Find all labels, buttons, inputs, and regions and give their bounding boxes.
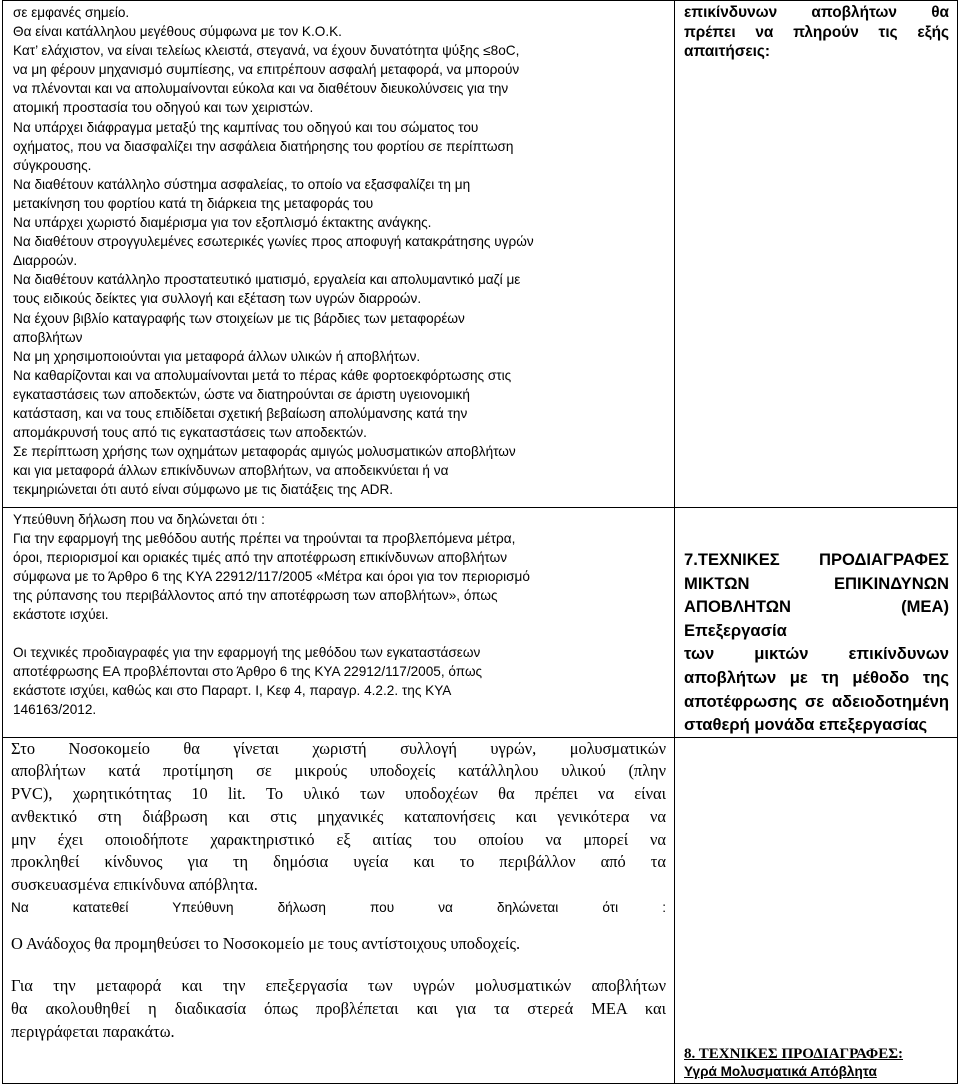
text-line: Να διαθέτουν κατάλληλο σύστημα ασφαλείας, το οποίο να εξασφαλίζει τη μη xyxy=(13,176,471,192)
text-line: Να υπάρχει διάφραγμα μεταξύ της καμπίνας του οδηγού και του σώματος του xyxy=(13,119,479,135)
heading-line: σταθερή μονάδα επεξεργασίας xyxy=(684,715,928,735)
section-8-heading: 8. ΤΕΧΝΙΚΕΣ ΠΡΟΔΙΑΓΡΑΦΕΣ: xyxy=(684,1045,904,1062)
text-line: να μη φέρουν μηχανισμό συμπίεσης, να επιτρέπουν ασφαλή μεταφορά, να μπορούν xyxy=(13,62,520,78)
text-line: εκάστοτε ισχύει. xyxy=(13,607,109,623)
text-line: σε εμφανές σημείο. xyxy=(13,5,130,20)
text-line: σύγκρουσης. xyxy=(13,157,92,173)
text-line: μετακίνηση του φορτίου κατά τη διάρκεια της μεταφοράς του xyxy=(13,195,374,211)
heading-line: πρέπει να πληρούν τις εξής xyxy=(684,23,949,41)
text-line: ανθεκτικό στη διάβρωση και στις μηχανικές καταπονήσεις και γενικότερα να xyxy=(11,806,666,826)
text-line: Κατ’ ελάχιστον, να είναι τελείως κλειστά, στεγανά, να έχουν δυνατότητα ψύξης ≤8oC, xyxy=(13,43,520,59)
right-mid-cell xyxy=(675,508,958,738)
text-line: εγκαταστάσεις των αποδεκτών, ώστε να διατηρούνται σε άριστη υγειονομική xyxy=(13,386,470,402)
heading-line: των μικτών επικίνδυνων xyxy=(684,644,949,664)
heading-line: επικίνδυνων αποβλήτων θα xyxy=(684,4,949,21)
text-line: αποτέφρωσης ΕΑ προβλέπονται στο Άρθρο 6 της ΚΥΑ 22912/117/2005, όπως xyxy=(13,663,483,679)
declaration-text xyxy=(13,510,666,625)
text-line: απομάκρυνσή τους από τις εγκαταστάσεις των αποδεκτών. xyxy=(13,425,367,441)
text-line: μην έχει οποιοδήποτε χαρακτηριστικό εξ αιτίας του οποίου να μπορεί να xyxy=(11,829,666,849)
text-line: Να έχουν βιβλίο καταγραφής των στοιχείων με τις βάρδιες των μεταφορέων xyxy=(13,310,465,326)
text-line: αποβλήτων κατά προτίμηση σε μικρούς υποδοχείς κατάλληλου υλικού (πλην xyxy=(11,761,666,781)
text-line: οχήματος, που να διασφαλίζει την ασφάλεια διατήρησης του φορτίου σε περίπτωση xyxy=(13,138,514,154)
text-line: θα ακολουθηθεί η διαδικασία όπως προβλέπεται και για τα στερεά ΜΕΑ και xyxy=(11,999,666,1019)
text-line: Στο Νοσοκομείο θα γίνεται χωριστή συλλογή υγρών, μολυσματικών xyxy=(11,738,666,758)
text-line: Να καθαρίζονται και να απολυμαίνονται μετά το πέρας κάθε φορτοεκφόρτωσης στις xyxy=(13,367,512,383)
text-line: τους ειδικούς δείκτες για συλλογή και εξέταση των υγρών διαρροών. xyxy=(13,291,422,307)
vehicle-requirements-text xyxy=(13,3,666,499)
text-line: Οι τεχνικές προδιαγραφές για την εφαρμογή της μεθόδου των εγκαταστάσεων xyxy=(13,644,481,660)
text-line: συσκευασμένα επικίνδυνα απόβλητα. xyxy=(11,874,258,894)
left-top-cell xyxy=(3,1,675,508)
text-line: τεκμηριώνεται ότι αυτό είναι σύμφωνο με τις διατάξεις της ADR. xyxy=(13,482,394,498)
text-line: όροι, περιορισμοί και οριακές τιμές από την αποτέφρωση επικίνδυνων αποβλήτων xyxy=(13,550,508,566)
text-line: Διαρροών. xyxy=(13,253,78,269)
left-bottom-cell xyxy=(3,737,675,1083)
document-table xyxy=(2,0,958,1084)
text-line: 146163/2012. xyxy=(13,701,97,717)
text-line: Για την εφαρμογή της μεθόδου αυτής πρέπει να τηρούνται τα προβλεπόμενα μέτρα, xyxy=(13,531,516,547)
heading-line: ΜΙΚΤΩΝ ΕΠΙΚΙΝΔΥΝΩΝ xyxy=(684,573,949,593)
right-top-cell xyxy=(675,1,958,508)
submitted-declaration: Να κατατεθεί Υπεύθυνη δήλωση που να δηλώνεται ότι : xyxy=(11,899,666,915)
text-line: Σε περίπτωση χρήσης των οχημάτων μεταφοράς αμιγώς μολυσματικών αποβλήτων xyxy=(13,444,516,460)
heading-line: αποβλήτων με τη μέθοδο της xyxy=(684,667,949,687)
text-line: περιγράφεται παρακάτω. xyxy=(11,1021,175,1041)
text-line: Για την μεταφορά και την επεξεργασία των υγρών μολυσματικών αποβλήτων xyxy=(11,976,666,996)
right-bottom-cell xyxy=(675,737,958,1083)
text-line: Να διαθέτουν κατάλληλο προστατευτικό ιματισμό, εργαλεία και απολυμαντικό μαζί με xyxy=(13,272,521,288)
heading-line: ΑΠΟΒΛΗΤΩΝ (ΜΕΑ) Επεξεργασία xyxy=(684,597,949,640)
heading-line: αποτέφρωσης σε αδειοδοτημένη xyxy=(684,691,949,711)
text-line: εκάστοτε ισχύει, καθώς και στο Παραρτ. Ι, Κεφ 4, παραγρ. 4.2.2. της ΚΥΑ xyxy=(13,682,452,698)
technical-specs-text xyxy=(13,643,666,719)
contractor-supply-text: Ο Ανάδοχος θα προμηθεύσει το Νοσοκομείο με τους αντίστοιχους υποδοχείς. xyxy=(11,933,521,953)
text-line: να πλένονται και να απολυμαίνονται εύκολα και να διαθέτουν διευκολύνσεις για την xyxy=(13,81,509,97)
section-8-subheading: Υγρά Μολυσματικά Απόβλητα xyxy=(684,1063,877,1079)
text-line: Να διαθέτουν στρογγυλεμένες εσωτερικές γωνίες προς αποφυγή κατακράτησης υγρών xyxy=(13,234,534,250)
text-line: Υπεύθυνη δήλωση που να δηλώνεται ότι : xyxy=(13,512,265,527)
text-line: Να μη χρησιμοποιούνται για μεταφορά άλλων υλικών ή αποβλήτων. xyxy=(13,348,421,364)
left-mid-cell xyxy=(3,508,675,738)
liquid-waste-collection-text xyxy=(11,738,666,897)
section-7-heading xyxy=(684,548,949,737)
text-line: προκληθεί κίνδυνος για τη δημόσια υγεία και το περιβάλλον από τα xyxy=(11,852,666,872)
heading-line: απαιτήσεις: xyxy=(684,43,771,61)
text-line: κατάσταση, και να τους επιδίδεται σχετική βεβαίωση απολύμανσης κατά την xyxy=(13,405,468,421)
text-line: σύμφωνα με το Άρθρο 6 της ΚΥΑ 22912/117/2005 «Μέτρα και όροι για τον περιορισμό xyxy=(13,569,530,585)
text-line: ατομική προστασία του οδηγού και των χειριστών. xyxy=(13,100,314,116)
text-line: Θα είναι κατάλληλου μεγέθους σύμφωνα με τον Κ.Ο.Κ. xyxy=(13,24,342,40)
text-line: αποβλήτων xyxy=(13,329,83,345)
text-line: της ρύπανσης του περιβάλλοντος από την αποτέφρωση των αποβλήτων», όπως xyxy=(13,588,498,604)
text-line: Να υπάρχει χωριστό διαμέρισμα για τον εξοπλισμό έκτακτης ανάγκης. xyxy=(13,215,432,231)
requirements-heading xyxy=(684,3,949,62)
text-line: και για μεταφορά άλλων επικίνδυνων αποβλήτων, να αποδεικνύεται ή να xyxy=(13,463,449,479)
text-line: PVC), χωρητικότητας 10 lit. Το υλικό των υποδοχέων θα πρέπει να είναι xyxy=(11,784,666,804)
heading-line: 7.ΤΕΧΝΙΚΕΣ ΠΡΟΔΙΑΓΡΑΦΕΣ xyxy=(684,550,949,569)
transport-processing-text xyxy=(11,975,666,1043)
